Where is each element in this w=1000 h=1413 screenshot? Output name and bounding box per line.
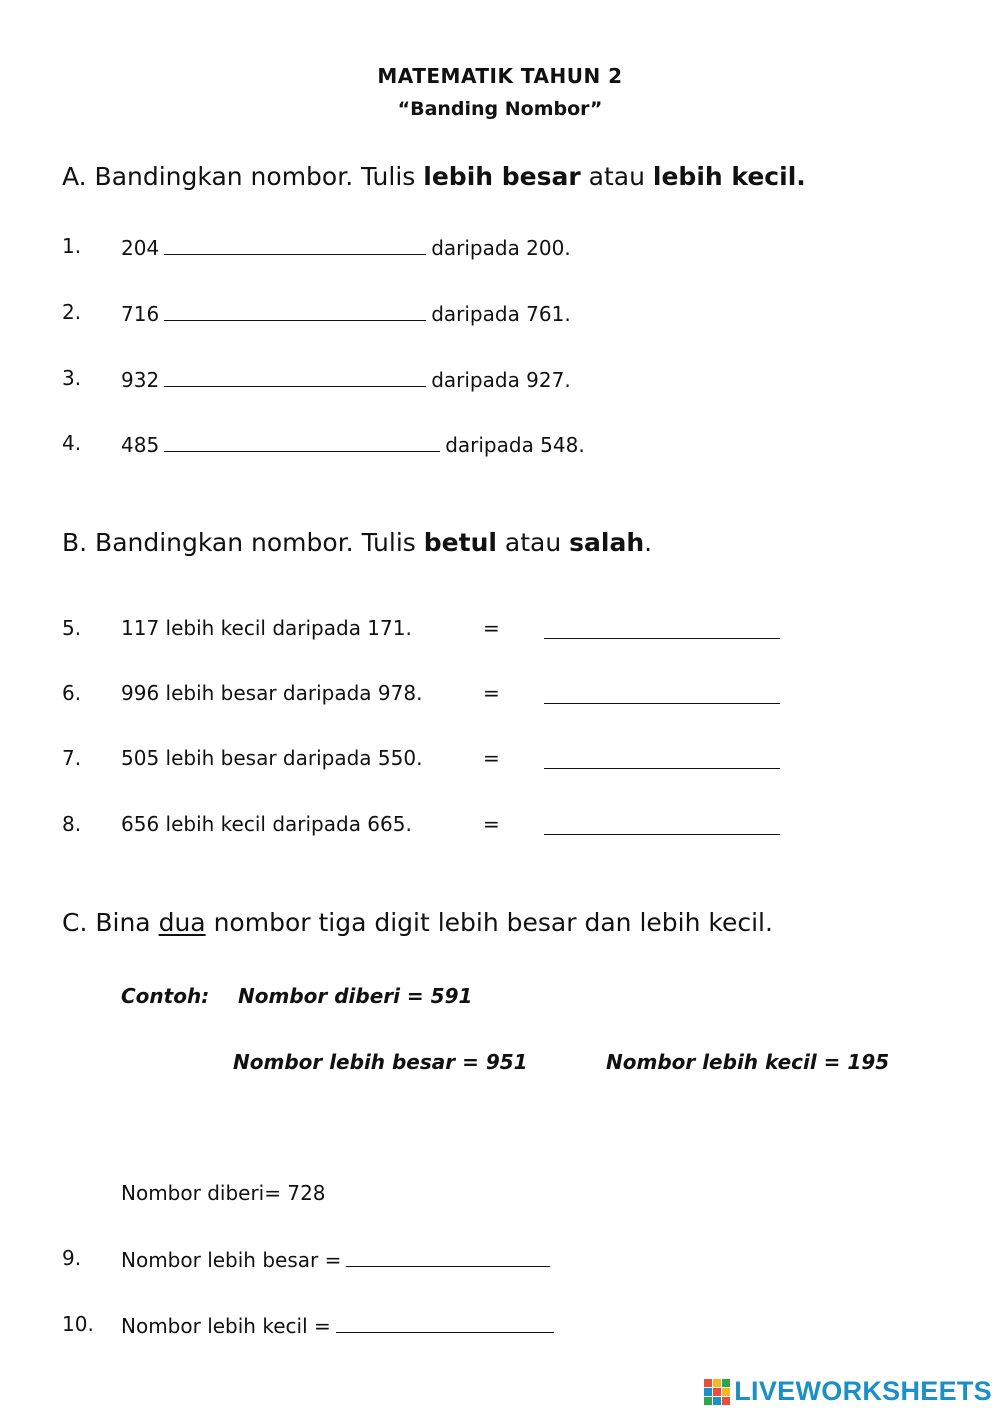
question-number: 5. (62, 616, 82, 640)
logo-square (704, 1388, 712, 1396)
answer-blank[interactable] (164, 366, 426, 387)
logo-square (722, 1388, 730, 1396)
question-number: 4. (62, 431, 82, 455)
equals-sign: = (483, 616, 500, 640)
answer-blank[interactable] (164, 300, 426, 321)
liveworksheets-brand (704, 1376, 992, 1407)
logo-square (713, 1388, 721, 1396)
answer-blank[interactable] (164, 234, 426, 255)
section-c-heading: C. Bina dua nombor tiga digit lebih besar dan lebih kecil. (62, 908, 773, 937)
answer-blank[interactable] (336, 1312, 554, 1333)
logo-square (704, 1379, 712, 1387)
question-number: 10. (62, 1312, 94, 1336)
section-b-heading: B. Bandingkan nombor. Tulis betul atau salah. (62, 528, 653, 557)
question-row: 204 daripada 200. (121, 236, 571, 260)
example-label: Contoh: (121, 984, 210, 1008)
statement-text: 656 lebih kecil daripada 665. (121, 812, 412, 836)
answer-blank[interactable] (544, 768, 780, 769)
logo-square (722, 1397, 730, 1405)
question-number: 3. (62, 366, 82, 390)
logo-square (704, 1397, 712, 1405)
answer-blank[interactable] (544, 638, 780, 639)
example-smaller: Nombor lebih kecil = 195 (606, 1050, 890, 1074)
statement-text: 505 lebih besar daripada 550. (121, 746, 423, 770)
question-row: Nombor lebih kecil = (121, 1312, 559, 1338)
question-row: Nombor lebih besar = (121, 1246, 555, 1272)
equals-sign: = (483, 812, 500, 836)
equals-sign: = (483, 746, 500, 770)
question-number: 8. (62, 812, 82, 836)
example-given: Nombor diberi = 591 (238, 984, 473, 1008)
logo-square (722, 1379, 730, 1387)
answer-blank[interactable] (544, 703, 780, 704)
section-a-heading: A. Bandingkan nombor. Tulis lebih besar atau lebih kecil. (62, 162, 806, 191)
question-number: 2. (62, 300, 82, 324)
question-number: 6. (62, 681, 82, 705)
question-row: 716 daripada 761. (121, 302, 571, 326)
brand-name: LIVEWORKSHEETS (734, 1376, 992, 1406)
worksheet-subtitle: “Banding Nombor” (397, 98, 603, 120)
statement-text: 996 lebih besar daripada 978. (121, 681, 423, 705)
liveworksheets-logo-icon (704, 1379, 730, 1405)
question-number: 9. (62, 1246, 82, 1270)
answer-blank[interactable] (164, 431, 440, 452)
logo-square (713, 1379, 721, 1387)
answer-blank[interactable] (544, 834, 780, 835)
equals-sign: = (483, 681, 500, 705)
question-number: 1. (62, 234, 82, 258)
logo-square (713, 1397, 721, 1405)
question-row: 932 daripada 927. (121, 368, 571, 392)
worksheet-title: MATEMATIK TAHUN 2 (377, 64, 623, 88)
question-row: 485 daripada 548. (121, 433, 585, 457)
statement-text: 117 lebih kecil daripada 171. (121, 616, 412, 640)
question-number: 7. (62, 746, 82, 770)
given-number: Nombor diberi= 728 (121, 1181, 326, 1205)
answer-blank[interactable] (346, 1246, 550, 1267)
example-bigger: Nombor lebih besar = 951 (233, 1050, 528, 1074)
